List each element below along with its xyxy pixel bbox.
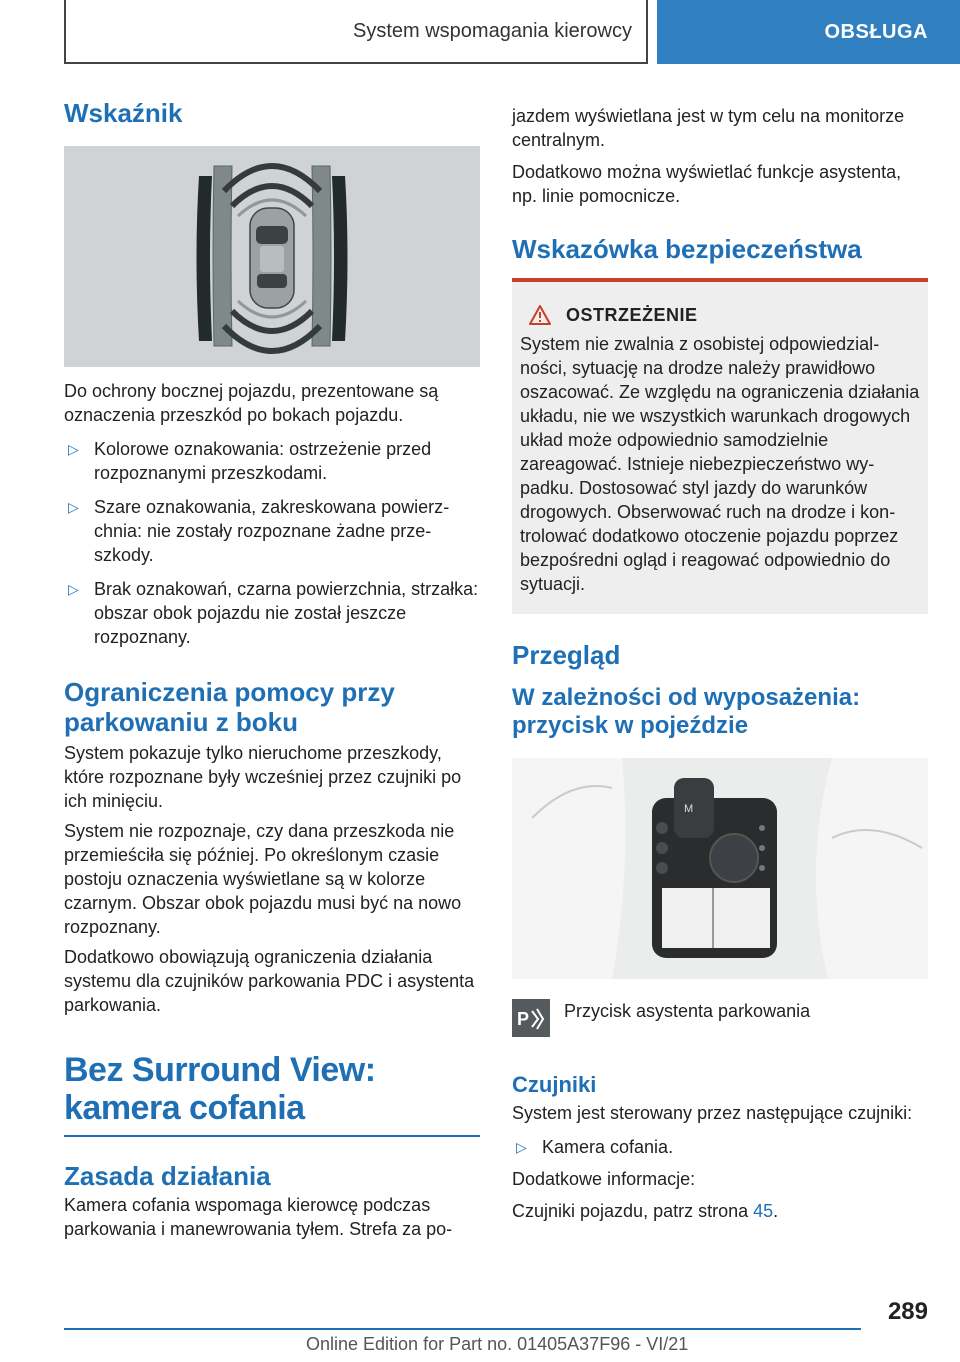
list-item-text: Szare oznakowania, zakreskowana powierzchnia: nie zostały rozpoznane żadne przeszkody. bbox=[94, 497, 450, 565]
reference-line bbox=[512, 1199, 928, 1223]
zasada-paragraph: Kamera cofania wspomaga kierowcę podczas parkowania i manewrowania tyłem. Strefa za po- bbox=[64, 1195, 453, 1239]
list-item-text: Kolorowe oznakowania: ostrzeżenie przed rozpoznanymi przeszkodami. bbox=[94, 439, 432, 483]
sensors-paragraph: System jest sterowany przez następujące czujniki: bbox=[512, 1103, 913, 1123]
warning-triangle-icon bbox=[528, 304, 552, 326]
warning-box bbox=[512, 282, 928, 614]
sensors-heading: Czujniki bbox=[512, 1072, 597, 1097]
footer-divider bbox=[64, 1328, 861, 1330]
center-console-photo bbox=[512, 758, 928, 979]
overview-heading: Przegląd bbox=[512, 640, 621, 670]
reference-text: Czujniki pojazdu, patrz strona bbox=[512, 1201, 754, 1221]
rear-camera-heading: Bez Surround View: kamera cofania bbox=[64, 1051, 376, 1127]
list-item bbox=[64, 437, 480, 485]
warning-text: System nie zwalnia z osobistej odpowiedzialności, sytuację na drodze należy prawidłowo oszacować. Ze względu na ograniczenia działania układu, nie we wszystkich warunkach drogowych układ może odpowiednio samodzielnie zareagować. Istnieje niebezpieczeństwo wypadku. Dostosować styl jazdy do warunków drogowych. Obserwować ruch na drodze i kontrolować dodatkowo otoczenie pojazdu poprzez bezpośredni ogląd i reagować odpowiednio do sytuacji. bbox=[520, 334, 920, 594]
running-header bbox=[64, 0, 648, 64]
edition-footer: Online Edition for Part no. 01405A37F96 - VI/21 bbox=[306, 1334, 689, 1354]
chapter-tab bbox=[657, 0, 960, 64]
limits-heading: Ograniczenia pomocy przy parkowaniu z boku bbox=[64, 677, 395, 737]
safety-heading: Wskazówka bezpieczeństwa bbox=[512, 234, 862, 264]
right-column bbox=[512, 104, 928, 1223]
page-number: 289 bbox=[887, 1298, 928, 1325]
chapter-label: OBSŁUGA bbox=[824, 20, 928, 43]
warning-label: OSTRZEŻENIE bbox=[566, 304, 698, 325]
bullet-triangle-icon: ▷ bbox=[516, 1139, 527, 1155]
section-title: System wspomagania kierowcy bbox=[353, 19, 632, 42]
zasada-heading: Zasada działania bbox=[64, 1161, 271, 1191]
wskaznik-heading: Wskaźnik bbox=[64, 98, 183, 128]
more-info-label: Dodatkowe informacje: bbox=[512, 1169, 696, 1189]
limits-paragraph-3: Dodatkowo obowiązują ograniczenia działania systemu dla czujników parkowania PDC i asystenta parkowania. bbox=[64, 947, 475, 1015]
button-caption-row bbox=[512, 999, 928, 1037]
limits-paragraph-1: System pokazuje tylko nieruchome przeszkody, które rozpoznane były wcześniej przez czujniki po ich minięciu. bbox=[64, 743, 462, 811]
list-item bbox=[64, 495, 480, 567]
list-item-text: Brak oznakowań, czarna powierzchnia, strzałka: obszar obok pojazdu nie został jeszcze rozpoznany. bbox=[94, 579, 479, 647]
bullet-triangle-icon: ▷ bbox=[68, 581, 79, 597]
continued-paragraph-2: Dodatkowo można wyświetlać funkcje asystenta, np. linie pomocnicze. bbox=[512, 162, 902, 206]
continued-paragraph-1: jazdem wyświetlana jest w tym celu na monitorze centralnym. bbox=[512, 106, 905, 150]
svg-text:P: P bbox=[517, 1009, 530, 1029]
reference-end: . bbox=[773, 1201, 779, 1221]
left-column bbox=[64, 98, 480, 1241]
bullet-triangle-icon: ▷ bbox=[68, 499, 79, 515]
list-item bbox=[64, 577, 480, 649]
list-item-text: Kamera cofania. bbox=[542, 1137, 674, 1157]
console-illustration bbox=[512, 758, 928, 979]
park-assist-button-icon bbox=[512, 999, 550, 1037]
wskaznik-paragraph: Do ochrony bocznej pojazdu, prezentowane są oznaczenia przeszkód po bokach pojazdu. bbox=[64, 381, 439, 425]
heading-divider bbox=[64, 1135, 480, 1137]
button-caption: Przycisk asystenta parkowania bbox=[564, 1001, 811, 1021]
svg-text:M: M bbox=[684, 803, 694, 815]
limits-paragraph-2: System nie rozpoznaje, czy dana przeszkoda nie przemieściła się później. Po określonym czasie postoju oznaczenia wyświetlane są w kolorze czarnym. Obszar obok pojazdu musi być na nowo rozpoznany. bbox=[64, 821, 462, 937]
page-reference-link[interactable]: 45 bbox=[753, 1201, 774, 1221]
equipment-heading: W zależności od wyposażenia: przycisk w pojeździe bbox=[512, 684, 861, 739]
bullet-triangle-icon: ▷ bbox=[68, 441, 79, 457]
list-item bbox=[512, 1135, 928, 1159]
car-top-view-icon bbox=[64, 146, 480, 367]
side-protection-illustration bbox=[64, 146, 480, 367]
